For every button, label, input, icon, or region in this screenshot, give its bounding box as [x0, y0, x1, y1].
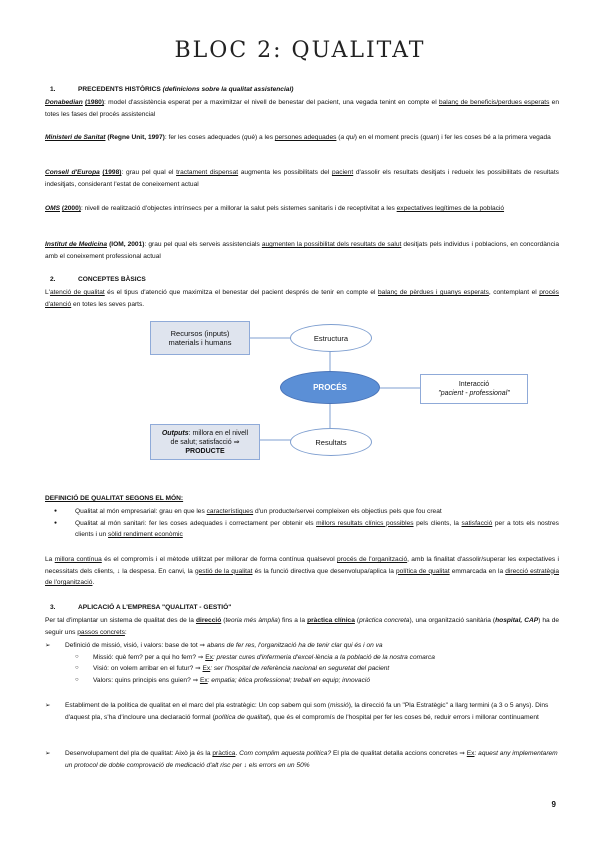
arrow-bullet-icon: ➢	[45, 642, 51, 649]
section-2-heading: 2. CONCEPTES BÀSICS	[50, 276, 146, 283]
arrow-bullet-icon: ➢	[45, 750, 51, 757]
arrow-bullet-icon: ➢	[45, 702, 51, 709]
definition-ministeri: Ministeri de Sanitat (Regne Unit, 1997): fer les coses adequades (què) a les persones adequades (a qui) en el moment precís (quan) i fer les coses bé a la primera vegada	[45, 134, 551, 141]
structure-ellipse: Estructura	[290, 324, 372, 352]
list-item: ○ Missió: què fem? per a qui ho fem? ⇒ Ex: prestar cures d'infermeria d'excel·lència a la població de la nostra comarca	[75, 653, 435, 661]
outputs-box: Outputs: millora en el nivell de salut; satisfacció ⇒ PRODUCTE	[150, 424, 260, 460]
definition-consell: Consell d'Europa (1998): grau pel qual el tractament dispensat augmenta les possibilitats del pacient d'assolir els resultats desitjats i redueix les possibilitats de resultats indesitjats, considerant l'estat de coneixement actual	[45, 169, 559, 188]
section-3-heading: 3. APLICACIÓ A L'EMPRESA "QUALITAT - GESTIÓ"	[50, 604, 232, 611]
resources-box: Recursos (inputs) materials i humans	[150, 321, 250, 355]
list-item: ● Qualitat al món empresarial: grau en que les característiques d'un producte/servei compleixen els objectius pels que fou creat	[45, 506, 559, 518]
page-title: BLOC 2: QUALITAT	[174, 38, 426, 63]
step-quality-plan: ➢ Desenvolupament del pla de qualitat: Això ja és la pràctica. Com complim aquesta política? El pla de qualitat detalla accions concretes ⇒ Ex: aquest any implementarem un protocol de doble comprovació de medicació d'alt risc per ↓ els errors en un 50%	[45, 750, 558, 769]
quality-definition-heading: DEFINICIÓ DE QUALITAT SEGONS EL MÓN:	[45, 495, 184, 502]
step-quality-policy: ➢ Establiment de la política de qualitat en el marc del pla estratègic: Un cop sabem qui som (missió), la direcció fa un "Pla Estratègic" a llarg termini (a 3 o 5 anys). Dins d'aquest pla, s'ha d'incloure una declaració formal (política de qualitat), que és el compromís de l'hospital per fer les coses bé, reduir errors i millorar contínuament	[45, 702, 549, 721]
list-item: ● Qualitat al món sanitari: fer les coses adequades i correctament per obtenir els millors resultats clínics possibles pels clients, la satisfacció per a tots els nostres clients i un sòlid rendiment econòmic	[45, 518, 559, 541]
results-ellipse: Resultats	[290, 428, 372, 456]
section-3-intro: Per tal d'implantar un sistema de qualitat des de la direcció (teoria més àmplia) fins a la pràctica clínica (pràctica concreta), una organització sanitària (hospital, CAP) ha de seguir uns passos concrets:	[45, 617, 560, 636]
quality-care-paragraph: L'atenció de qualitat és el tipus d'atenció que maximitza el benestar del pacient després de tenir en compte el balanç de pèrdues i guanys esperats, contemplant el procés d'atenció en totes les seves parts.	[45, 289, 559, 308]
list-item: ○ Valors: quins principis ens guien? ⇒ Ex: empatia; ètica professional; treball en equip; innovació	[75, 676, 371, 684]
definition-iom: Institut de Medicina (IOM, 2001): grau pel qual els serveis assistencials augmenten la possibilitat dels resultats de salut desitjats pels individus i poblacions, en concordància amb el coneixement professional actual	[45, 241, 560, 260]
process-ellipse: PROCÉS	[280, 371, 380, 404]
interaction-box: Interacció "pacient - professional"	[420, 374, 528, 404]
quality-definition-list	[45, 506, 559, 541]
continuous-improvement-paragraph: La millora contínua és el compromís i el mètode utilitzat per millorar de forma contínua qualsevol procés de l'organització, amb la finalitat d'assolir/superar les expectatives i necessitats dels clients, ↓ la despesa. En canvi, la gestió de la qualitat és la funció directiva que desenvolupa/aplica la política de qualitat emmarcada en la direcció estratègia de l'organització.	[45, 556, 560, 586]
definition-donabedian: Donabedian (1980): model d'assistència esperat per a maximitzar el nivell de benestar del pacient, una vegada tenint en compte el balanç de beneficis/perdues esperats en totes les fases del procés assistencial	[45, 99, 559, 118]
list-item: ○ Visió: on volem arribar en el futur? ⇒ Ex: ser l'hospital de referència nacional en seguretat del pacient	[75, 665, 390, 672]
section-1-heading: 1. PRECEDENTS HISTÒRICS (definicions sobre la qualitat assistencial)	[50, 86, 294, 93]
definition-oms: OMS (2000): nivell de realització d'objectes intrínsecs per a millorar la salut pels sistemes sanitaris i de receptivitat a les expectatives legítimes de la població	[45, 205, 505, 212]
step-mission-vision-values: ➢ Definició de missió, visió, i valors: base de tot ⇒ abans de fer res, l'organització ha de tenir clar qui és i on va ○ Missió: què fem? per a qui ho fem? ⇒ Ex: prestar cures d'infermeria d'excel·lència a la població de la nostra comarca ○ Visió: on volem arribar en el futur? ⇒ Ex: ser l'hospital de referència nacional en seguretat del pacient ○ Valors: quins principis ens guien? ⇒ Ex: empatia; ètica professional; treball en equip; innovació	[45, 640, 559, 686]
page-number: 9	[551, 800, 556, 809]
quality-process-diagram	[150, 318, 510, 468]
